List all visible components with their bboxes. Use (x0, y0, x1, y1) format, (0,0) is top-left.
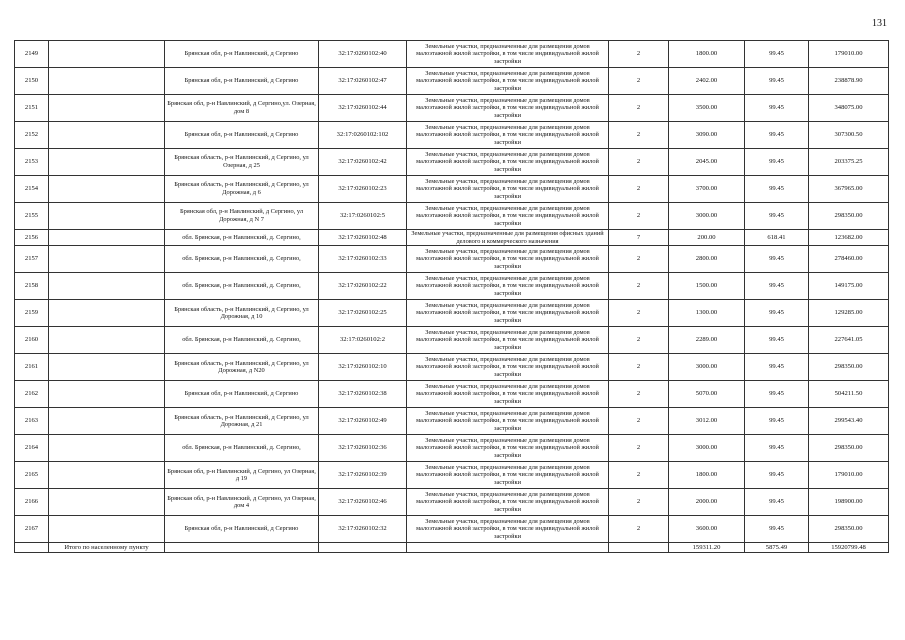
area-cell: 2000.00 (669, 489, 745, 516)
cadastral-value-cell: 179010.00 (809, 41, 889, 68)
cadastral-value-cell: 299543.40 (809, 408, 889, 435)
row-number: 2165 (15, 462, 49, 489)
group-cell: 2 (609, 435, 669, 462)
land-use-cell: Земельные участки, предназначенные для размещения домов малоэтажной жилой застройки, в том числе индивидуальной жилой застройки (407, 122, 609, 149)
row-blank-cell (49, 435, 165, 462)
total-value: 15920799.48 (809, 543, 889, 553)
row-number: 2164 (15, 435, 49, 462)
area-cell: 2402.00 (669, 68, 745, 95)
row-number: 2158 (15, 273, 49, 300)
land-use-cell: Земельные участки, предназначенные для размещения домов малоэтажной жилой застройки, в том числе индивидуальной жилой застройки (407, 149, 609, 176)
address-cell: Брянская обл, р-н Навлинский, д Сергино, ул Озерная, дом 4 (165, 489, 319, 516)
cadastral-number-cell: 32:17:0260102:48 (319, 230, 407, 246)
group-cell: 2 (609, 489, 669, 516)
address-cell: Брянская обл, р-н Навлинский, д Сергино (165, 41, 319, 68)
unit-value-cell: 99.45 (745, 95, 809, 122)
group-cell: 2 (609, 246, 669, 273)
cadastral-number-cell: 32:17:0260102:38 (319, 381, 407, 408)
cadastral-number-cell: 32:17:0260102:49 (319, 408, 407, 435)
row-blank-cell (49, 381, 165, 408)
area-cell: 5070.00 (669, 381, 745, 408)
area-cell: 3000.00 (669, 354, 745, 381)
land-use-cell: Земельные участки, предназначенные для размещения домов малоэтажной жилой застройки, в том числе индивидуальной жилой застройки (407, 41, 609, 68)
group-cell: 2 (609, 462, 669, 489)
area-cell: 3000.00 (669, 435, 745, 462)
land-use-cell: Земельные участки, предназначенные для размещения домов малоэтажной жилой застройки, в том числе индивидуальной жилой застройки (407, 381, 609, 408)
group-cell: 2 (609, 203, 669, 230)
table-row (15, 300, 889, 327)
address-cell: Брянская обл, р-н Навлинский, д Сергино,ул. Озерная, дом 8 (165, 95, 319, 122)
table-row (15, 68, 889, 95)
row-blank-cell (49, 327, 165, 354)
cadastral-value-cell: 298350.00 (809, 354, 889, 381)
unit-value-cell: 99.45 (745, 203, 809, 230)
row-blank-cell (49, 408, 165, 435)
unit-value-cell: 99.45 (745, 408, 809, 435)
address-cell: Брянская область, р-н Навлинский, д Сергино, ул Дорожная, д 21 (165, 408, 319, 435)
table-body (15, 41, 889, 543)
unit-value-cell: 99.45 (745, 41, 809, 68)
row-number: 2152 (15, 122, 49, 149)
group-cell: 2 (609, 300, 669, 327)
table-row (15, 149, 889, 176)
unit-value-cell: 618.41 (745, 230, 809, 246)
address-cell: Брянская область, р-н Навлинский, д Сергино, ул Озерная, д 25 (165, 149, 319, 176)
row-blank-cell (49, 41, 165, 68)
cadastral-value-cell: 123682.00 (809, 230, 889, 246)
area-cell: 1500.00 (669, 273, 745, 300)
address-cell: обл. Брянская, р-н Навлинский, д. Сергино, (165, 273, 319, 300)
row-blank-cell (49, 300, 165, 327)
group-cell: 2 (609, 408, 669, 435)
group-cell: 2 (609, 354, 669, 381)
row-number: 2161 (15, 354, 49, 381)
address-cell: Брянская обл, р-н Навлинский, д Сергино (165, 516, 319, 543)
table-row (15, 516, 889, 543)
address-cell: обл. Брянская, р-н Навлинский, д. Сергино, (165, 230, 319, 246)
cadastral-number-cell: 32:17:0260102:22 (319, 273, 407, 300)
table-row (15, 122, 889, 149)
cadastral-value-cell: 504211.50 (809, 381, 889, 408)
unit-value-cell: 99.45 (745, 327, 809, 354)
land-use-cell: Земельные участки, предназначенные для размещения домов малоэтажной жилой застройки, в том числе индивидуальной жилой застройки (407, 300, 609, 327)
cadastral-value-cell: 307300.50 (809, 122, 889, 149)
row-number: 2159 (15, 300, 49, 327)
group-cell: 2 (609, 68, 669, 95)
area-cell: 3700.00 (669, 176, 745, 203)
cadastral-value-cell: 298350.00 (809, 516, 889, 543)
cadastral-value-cell: 227641.05 (809, 327, 889, 354)
row-blank-cell (49, 246, 165, 273)
land-use-cell: Земельные участки, предназначенные для размещения домов малоэтажной жилой застройки, в том числе индивидуальной жилой застройки (407, 203, 609, 230)
address-cell: Брянская обл, р-н Навлинский, д Сергино (165, 68, 319, 95)
unit-value-cell: 99.45 (745, 68, 809, 95)
cadastral-number-cell: 32:17:0260102:33 (319, 246, 407, 273)
table-row (15, 462, 889, 489)
area-cell: 3090.00 (669, 122, 745, 149)
land-use-cell: Земельные участки, предназначенные для размещения домов малоэтажной жилой застройки, в том числе индивидуальной жилой застройки (407, 489, 609, 516)
area-cell: 2800.00 (669, 246, 745, 273)
table-row (15, 435, 889, 462)
row-blank-cell (49, 68, 165, 95)
row-blank-cell (49, 489, 165, 516)
unit-value-cell: 99.45 (745, 462, 809, 489)
land-use-cell: Земельные участки, предназначенные для размещения домов малоэтажной жилой застройки, в том числе индивидуальной жилой застройки (407, 327, 609, 354)
row-number: 2157 (15, 246, 49, 273)
address-cell: обл. Брянская, р-н Навлинский, д. Сергино, (165, 435, 319, 462)
unit-value-cell: 99.45 (745, 489, 809, 516)
cadastral-number-cell: 32:17:0260102:42 (319, 149, 407, 176)
table-row (15, 176, 889, 203)
address-cell: Брянская обл, р-н Навлинский, д Сергино (165, 381, 319, 408)
area-cell: 1300.00 (669, 300, 745, 327)
table-row (15, 273, 889, 300)
address-cell: Брянская обл, р-н Навлинский, д Сергино (165, 122, 319, 149)
row-number: 2162 (15, 381, 49, 408)
cadastral-value-cell: 298350.00 (809, 435, 889, 462)
row-number: 2154 (15, 176, 49, 203)
row-number: 2163 (15, 408, 49, 435)
table-row (15, 95, 889, 122)
land-use-cell: Земельные участки, предназначенные для размещения офисных зданий делового и коммерческого назначения (407, 230, 609, 246)
row-blank-cell (49, 273, 165, 300)
total-cadastral-cell (319, 543, 407, 553)
land-use-cell: Земельные участки, предназначенные для размещения домов малоэтажной жилой застройки, в том числе индивидуальной жилой застройки (407, 273, 609, 300)
row-number: 2149 (15, 41, 49, 68)
cadastral-number-cell: 32:17:0260102:36 (319, 435, 407, 462)
table-row (15, 354, 889, 381)
area-cell: 1800.00 (669, 462, 745, 489)
cadastral-number-cell: 32:17:0260102:32 (319, 516, 407, 543)
group-cell: 2 (609, 176, 669, 203)
total-use-cell (407, 543, 609, 553)
land-use-cell: Земельные участки, предназначенные для размещения домов малоэтажной жилой застройки, в том числе индивидуальной жилой застройки (407, 176, 609, 203)
cadastral-number-cell: 32:17:0260102:39 (319, 462, 407, 489)
total-price: 5875.49 (745, 543, 809, 553)
total-row (15, 543, 889, 553)
area-cell: 3500.00 (669, 95, 745, 122)
unit-value-cell: 99.45 (745, 273, 809, 300)
area-cell: 3600.00 (669, 516, 745, 543)
area-cell: 3012.00 (669, 408, 745, 435)
unit-value-cell: 99.45 (745, 122, 809, 149)
land-use-cell: Земельные участки, предназначенные для размещения домов малоэтажной жилой застройки, в том числе индивидуальной жилой застройки (407, 435, 609, 462)
cadastral-number-cell: 32:17:0260102:5 (319, 203, 407, 230)
address-cell: Брянская обл, р-н Навлинский, д Сергино, ул Озерная, д 19 (165, 462, 319, 489)
row-blank-cell (49, 149, 165, 176)
table-row (15, 489, 889, 516)
cadastral-number-cell: 32:17:0260102:10 (319, 354, 407, 381)
unit-value-cell: 99.45 (745, 354, 809, 381)
cadastral-value-cell: 238878.90 (809, 68, 889, 95)
row-number: 2166 (15, 489, 49, 516)
total-area: 159311.20 (669, 543, 745, 553)
row-blank-cell (49, 516, 165, 543)
cadastral-value-cell: 198900.00 (809, 489, 889, 516)
cadastral-value-cell: 298350.00 (809, 203, 889, 230)
area-cell: 2289.00 (669, 327, 745, 354)
group-cell: 2 (609, 122, 669, 149)
row-blank-cell (49, 354, 165, 381)
total-num-cell (15, 543, 49, 553)
cadastral-value-cell: 129285.00 (809, 300, 889, 327)
group-cell: 2 (609, 516, 669, 543)
land-use-cell: Земельные участки, предназначенные для размещения домов малоэтажной жилой застройки, в том числе индивидуальной жилой застройки (407, 462, 609, 489)
unit-value-cell: 99.45 (745, 176, 809, 203)
cadastral-number-cell: 32:17:0260102:23 (319, 176, 407, 203)
row-number: 2151 (15, 95, 49, 122)
unit-value-cell: 99.45 (745, 300, 809, 327)
land-use-cell: Земельные участки, предназначенные для размещения домов малоэтажной жилой застройки, в том числе индивидуальной жилой застройки (407, 408, 609, 435)
land-use-cell: Земельные участки, предназначенные для размещения домов малоэтажной жилой застройки, в том числе индивидуальной жилой застройки (407, 68, 609, 95)
row-blank-cell (49, 462, 165, 489)
area-cell: 2045.00 (669, 149, 745, 176)
unit-value-cell: 99.45 (745, 516, 809, 543)
cadastral-number-cell: 32:17:0260102:102 (319, 122, 407, 149)
unit-value-cell: 99.45 (745, 246, 809, 273)
address-cell: Брянская область, р-н Навлинский, д Сергино, ул Дорожная, д 6 (165, 176, 319, 203)
address-cell: Брянская область, р-н Навлинский, д Сергино, ул Дорожная, д 10 (165, 300, 319, 327)
row-blank-cell (49, 176, 165, 203)
group-cell: 2 (609, 41, 669, 68)
total-address-cell (165, 543, 319, 553)
group-cell: 2 (609, 95, 669, 122)
row-number: 2167 (15, 516, 49, 543)
group-cell: 2 (609, 381, 669, 408)
table-row (15, 230, 889, 246)
land-use-cell: Земельные участки, предназначенные для размещения домов малоэтажной жилой застройки, в том числе индивидуальной жилой застройки (407, 95, 609, 122)
unit-value-cell: 99.45 (745, 149, 809, 176)
row-number: 2155 (15, 203, 49, 230)
cadastral-value-cell: 348075.00 (809, 95, 889, 122)
table-row (15, 327, 889, 354)
table-row (15, 408, 889, 435)
row-number: 2156 (15, 230, 49, 246)
page-number: 131 (872, 18, 887, 29)
cadastral-number-cell: 32:17:0260102:25 (319, 300, 407, 327)
area-cell: 3000.00 (669, 203, 745, 230)
total-group-cell (609, 543, 669, 553)
cadastral-value-cell: 203375.25 (809, 149, 889, 176)
total-label: Итого по населенному пункту (49, 543, 165, 553)
row-blank-cell (49, 122, 165, 149)
cadastral-value-cell: 149175.00 (809, 273, 889, 300)
row-number: 2160 (15, 327, 49, 354)
group-cell: 7 (609, 230, 669, 246)
table-row (15, 246, 889, 273)
area-cell: 200.00 (669, 230, 745, 246)
cadastral-value-cell: 179010.00 (809, 462, 889, 489)
address-cell: обл. Брянская, р-н Навлинский, д. Сергино, (165, 327, 319, 354)
cadastral-number-cell: 32:17:0260102:2 (319, 327, 407, 354)
cadastral-value-cell: 278460.00 (809, 246, 889, 273)
row-blank-cell (49, 230, 165, 246)
row-number: 2153 (15, 149, 49, 176)
land-use-cell: Земельные участки, предназначенные для размещения домов малоэтажной жилой застройки, в том числе индивидуальной жилой застройки (407, 354, 609, 381)
table-row (15, 203, 889, 230)
address-cell: обл. Брянская, р-н Навлинский, д. Сергино, (165, 246, 319, 273)
row-blank-cell (49, 203, 165, 230)
cadastral-number-cell: 32:17:0260102:44 (319, 95, 407, 122)
cadastral-number-cell: 32:17:0260102:46 (319, 489, 407, 516)
table-row (15, 41, 889, 68)
land-use-cell: Земельные участки, предназначенные для размещения домов малоэтажной жилой застройки, в том числе индивидуальной жилой застройки (407, 246, 609, 273)
table-row (15, 381, 889, 408)
cadastral-number-cell: 32:17:0260102:47 (319, 68, 407, 95)
group-cell: 2 (609, 149, 669, 176)
cadastral-number-cell: 32:17:0260102:40 (319, 41, 407, 68)
area-cell: 1800.00 (669, 41, 745, 68)
land-use-cell: Земельные участки, предназначенные для размещения домов малоэтажной жилой застройки, в том числе индивидуальной жилой застройки (407, 516, 609, 543)
group-cell: 2 (609, 273, 669, 300)
row-number: 2150 (15, 68, 49, 95)
group-cell: 2 (609, 327, 669, 354)
unit-value-cell: 99.45 (745, 381, 809, 408)
address-cell: Брянская область, р-н Навлинский, д Сергино, ул Дорожная, д N20 (165, 354, 319, 381)
address-cell: Брянская обл, р-н Навлинский, д Сергино, ул Дорожная, д N 7 (165, 203, 319, 230)
land-plots-table (14, 40, 889, 553)
row-blank-cell (49, 95, 165, 122)
cadastral-value-cell: 367965.00 (809, 176, 889, 203)
unit-value-cell: 99.45 (745, 435, 809, 462)
